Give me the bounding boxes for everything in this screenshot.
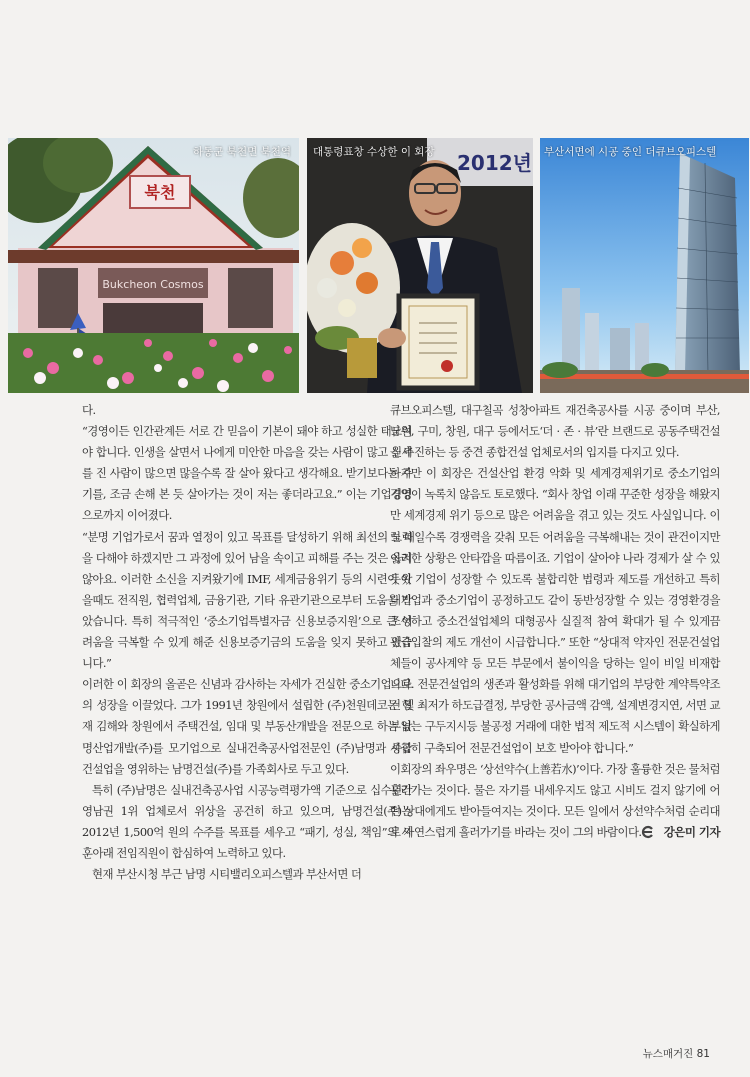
photo-chairman-award [307, 138, 533, 393]
station-illustration [8, 138, 299, 393]
photo-caption: 하동군 북천면 북천역 [193, 146, 291, 158]
paragraph: 특히 (주)남명은 실내건축공사업 시공능력평가액 기준으로 십수년간 영남권 1위 업체로서 위상을 공건히 하고 있으며, 남명건설(주)는 2012년 1,500억 원의 수주를 목표를 세우고 “패기, 성실, 책임”의 사훈아래 전임직원이 합심하여 노력하고 있다. [82, 782, 412, 860]
page-footer: 뉴스매거진 81 [642, 1048, 710, 1060]
article-column-right [390, 400, 720, 843]
paragraph: 큐브오피스텔, 대구칠곡 성창아파트 재건축공사를 시공 중이며 부산, 남원, 구미, 창원, 대구 등에서도‘더 · 존 · 뷰’란 브랜드로 공동주택건설을 추진하는 등 중견 종합건설 업체로서의 입지를 다지고 있다. [390, 403, 720, 460]
paragraph: 하지만 이 회장은 건설산업 환경 악화 및 세계경제위기로 중소기업의 경영이 녹록치 않음도 토로했다. “회사 창업 이래 꾸준한 성장을 해왔지만 세계경제 위기 등으로 많은 어려움을 겪고 있는 것도 사실입니다. 이럴 때일수록 경쟁력을 갖춰 모든 어려움을 극복해내는 것이 관건이지만 이러한 상황은 안타깝을 따름이죠. 기업이 살아야 나라 경제가 살 수 있듯이 기업이 성장할 수 있도록 불합리한 법령과 제도를 개선하고 특히 대기업과 중소기업이 공정하고도 같이 동반성장할 수 있는 경영환경을 조성하고 중소건설업체의 대형공사 실질적 참여 확대가 될 수 있게끔 관급입찰의 제도 개선이 시급합니다.” 또한 “상대적 약자인 전문건설업체들이 공사계약 등 모든 부문에서 불이익을 당하는 일이 비일 비재합니다. 전문건설업의 생존과 활성화를 위해 대기업의 부당한 계약특약조건 및 최저가 하도급결정, 부당한 공사금액 감액, 설계변경지연, 서면 교부없는 구두지시등 불공정 거래에 대한 법적 제도적 시스템이 확실하게 시급히 구축되어 전문건설업이 보호 받아야 합니다.” [390, 466, 720, 755]
building-illustration [540, 138, 749, 393]
cosmos-sign: Bukcheon Cosmos [102, 278, 204, 291]
banner-text: 2012년 [457, 151, 532, 175]
closing-paragraph: 이회장의 좌우명은 ‘상선약수(上善若水)’이다. 가장 훌륭한 것은 물처럼 흘러가는 것이다. 물은 자기를 내세우지도 않고 시비도 걸지 않기에 어떤 상대에게도 받아들여지는 것이다. 모든 일에서 상선약수처럼 순리대로 자연스럽게 흘러가기를 바라는 것이 그의 바람이다. [390, 761, 720, 839]
article-column-left [82, 400, 412, 885]
chairman-illustration [307, 138, 533, 393]
photo-caption: 대통령표창 수상한 이 회장 [313, 146, 435, 158]
station-sign: 북천 [144, 183, 176, 202]
paragraph: 이러한 이 회장의 올곧은 신념과 감사하는 자세가 건실한 중소기업으로의 성장을 이끌었다. 그가 1991년 창원에서 설립한 (주)천원데코는 현재 김해와 창원에서 주택건설, 임대 및 부동산개발을 전문으로 하는 남명산업개발(주)를 모기업으로 실내건축공사업전문인 (주)남명과 종합건설업을 영위하는 남명건설(주)를 가족회사로 두고 있다. [82, 677, 412, 776]
end-mark-icon [641, 825, 655, 839]
photo-building-rendering [540, 138, 749, 393]
byline: 강은미 기자 [663, 824, 720, 839]
photo-caption: 부산서면에 시공 중인 더큐브오피스텔 [544, 146, 717, 158]
paragraph: 현재 부산시청 부근 남명 시티밸리오피스텔과 부산서면 더 [92, 867, 362, 882]
paragraph: “분명 기업가로서 꿈과 열정이 있고 목표를 달성하기 위해 최선의 노력을 다해야 하겠지만 그 과정에 있어 남을 속이고 피해를 주는 것은 옳지 않아요. 이러한 소신을 지켜왔기에 IMF, 세계금융위기 등의 시련이 왔을때도 전직원, 협력업체, 금융기관, 기타 유관기관으로부터 도움을 받았습니다. 특히 적극적인 ‘중소기업특별자금 신용보증지원’으로 큰 어려움을 극복할 수 있게 해준 신용보증기금의 도움을 잊지 못하고 있습니다.” [82, 529, 412, 671]
paragraph: 다. [82, 403, 96, 417]
photo-bukcheon-station [8, 138, 299, 393]
paragraph: “경영이든 인간관계든 서로 간 믿음이 기본이 돼야 하고 성실한 태도여야 합니다. 인생을 살면서 나에게 미안한 마음을 갖는 사람이 많고 신세를 진 사람이 많으면 많을수록 잘 살아 왔다고 생각해요. 받기보다는 주기를, 조금 손해 본 듯 살아가는 것이 저는 좋더라고요.” 이는 기업경영으로까지 이어졌다. [82, 424, 412, 523]
